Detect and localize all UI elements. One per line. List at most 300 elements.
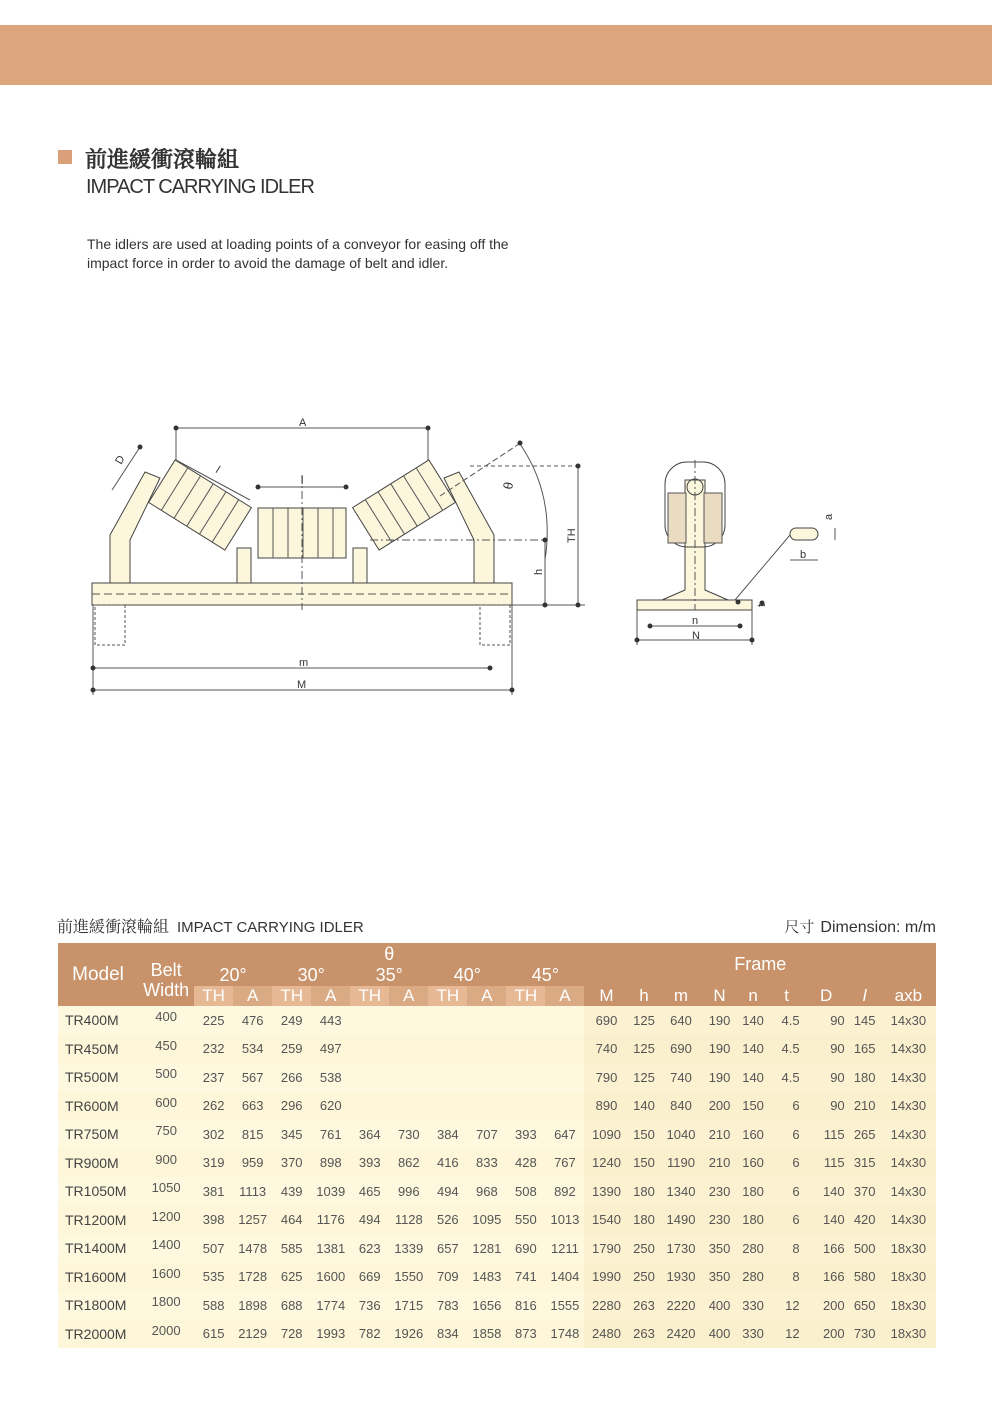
cell-value: 416: [428, 1149, 467, 1178]
dimension-cn: 尺寸: [784, 918, 815, 936]
label-h: h: [533, 568, 545, 575]
header-th: TH: [194, 986, 233, 1006]
cell-frame: 500: [849, 1234, 881, 1263]
cell-belt-width: 450: [138, 1035, 194, 1064]
cell-value: [545, 1035, 584, 1064]
cell-value: 816: [506, 1291, 545, 1320]
cell-value: [389, 1063, 428, 1092]
cell-frame: 6: [770, 1177, 804, 1206]
cell-value: 657: [428, 1234, 467, 1263]
cell-value: 296: [272, 1092, 311, 1121]
header-angle-40: 40°: [428, 965, 506, 986]
cell-frame: 12: [770, 1320, 804, 1349]
cell-value: [467, 1006, 506, 1035]
cell-model: TR1050M: [58, 1177, 138, 1206]
cell-frame: 18x30: [881, 1263, 936, 1292]
cell-value: 767: [545, 1149, 584, 1178]
table-row: [58, 1006, 936, 1035]
cell-value: 259: [272, 1035, 311, 1064]
header-frame-axb: axb: [881, 986, 936, 1006]
cell-frame: 125: [628, 1006, 659, 1035]
cell-frame: 90: [804, 1035, 849, 1064]
cell-value: 1993: [311, 1320, 350, 1349]
cell-frame: 2220: [660, 1291, 703, 1320]
cell-value: 588: [194, 1291, 233, 1320]
cell-value: 535: [194, 1263, 233, 1292]
cell-value: [389, 1092, 428, 1121]
cell-frame: 140: [804, 1206, 849, 1235]
cell-frame: 125: [628, 1035, 659, 1064]
table-title: [57, 914, 364, 937]
table-row: [58, 1263, 936, 1292]
cell-frame: 14x30: [881, 1092, 936, 1121]
header-th: TH: [506, 986, 545, 1006]
cell-value: 1339: [389, 1234, 428, 1263]
cell-frame: 1340: [660, 1177, 703, 1206]
cell-frame: 2480: [584, 1320, 628, 1349]
cell-frame: 330: [737, 1320, 770, 1349]
cell-value: [428, 1063, 467, 1092]
section-marker: [58, 150, 72, 164]
cell-frame: 1090: [584, 1120, 628, 1149]
cell-frame: 140: [628, 1092, 659, 1121]
cell-frame: 125: [628, 1063, 659, 1092]
cell-frame: 18x30: [881, 1291, 936, 1320]
header-th: TH: [272, 986, 311, 1006]
cell-value: 225: [194, 1006, 233, 1035]
cell-frame: 315: [849, 1149, 881, 1178]
table-body: [58, 1006, 936, 1348]
cell-value: 688: [272, 1291, 311, 1320]
cell-value: 968: [467, 1177, 506, 1206]
cell-frame: 420: [849, 1206, 881, 1235]
cell-model: TR900M: [58, 1149, 138, 1178]
cell-frame: 370: [849, 1177, 881, 1206]
cell-frame: 200: [804, 1291, 849, 1320]
cell-value: 567: [233, 1063, 272, 1092]
cell-model: TR2000M: [58, 1320, 138, 1349]
cell-belt-width: 1800: [138, 1291, 194, 1320]
cell-value: 232: [194, 1035, 233, 1064]
cell-frame: 230: [703, 1206, 737, 1235]
section-title-cn: 前進緩衝滾輪組: [85, 148, 240, 173]
cell-value: 1176: [311, 1206, 350, 1235]
cell-belt-width: 500: [138, 1063, 194, 1092]
cell-value: 959: [233, 1149, 272, 1178]
cell-value: 669: [350, 1263, 389, 1292]
cell-value: 393: [350, 1149, 389, 1178]
label-M: M: [297, 679, 307, 691]
cell-frame: 180: [737, 1206, 770, 1235]
cell-value: 1774: [311, 1291, 350, 1320]
header-a: A: [545, 986, 584, 1006]
cell-value: 384: [428, 1120, 467, 1149]
label-a: a: [823, 513, 835, 520]
header-frame: Frame: [584, 943, 936, 986]
cell-value: 381: [194, 1177, 233, 1206]
cell-frame: 150: [737, 1092, 770, 1121]
cell-frame: 1990: [584, 1263, 628, 1292]
cell-value: 476: [233, 1006, 272, 1035]
cell-frame: 230: [703, 1177, 737, 1206]
cell-frame: 1040: [660, 1120, 703, 1149]
cell-value: 709: [428, 1263, 467, 1292]
cell-frame: 12: [770, 1291, 804, 1320]
cell-frame: 350: [703, 1234, 737, 1263]
cell-value: [506, 1035, 545, 1064]
cell-frame: 280: [737, 1263, 770, 1292]
cell-frame: 6: [770, 1092, 804, 1121]
cell-value: 873: [506, 1320, 545, 1349]
table-row: [58, 1092, 936, 1121]
cell-value: 465: [350, 1177, 389, 1206]
cell-value: 741: [506, 1263, 545, 1292]
dimension-en: Dimension: m/m: [820, 919, 936, 936]
cell-value: [545, 1092, 584, 1121]
cell-frame: 6: [770, 1206, 804, 1235]
technical-drawing: [0, 400, 992, 710]
header-angle-45: 45°: [506, 965, 584, 986]
header-frame-D: D: [804, 986, 849, 1006]
cell-frame: 210: [703, 1149, 737, 1178]
cell-frame: 190: [703, 1006, 737, 1035]
cell-value: 585: [272, 1234, 311, 1263]
cell-value: [467, 1092, 506, 1121]
cell-value: 526: [428, 1206, 467, 1235]
cell-frame: 2280: [584, 1291, 628, 1320]
table-row: [58, 1234, 936, 1263]
table-row: [58, 1320, 936, 1349]
cell-model: TR1600M: [58, 1263, 138, 1292]
cell-frame: 1540: [584, 1206, 628, 1235]
cell-value: 815: [233, 1120, 272, 1149]
cell-value: 1483: [467, 1263, 506, 1292]
header-frame-n: n: [737, 986, 770, 1006]
cell-value: 1550: [389, 1263, 428, 1292]
cell-model: TR450M: [58, 1035, 138, 1064]
cell-belt-width: 1400: [138, 1234, 194, 1263]
cell-frame: 1190: [660, 1149, 703, 1178]
table-row: [58, 1120, 936, 1149]
cell-frame: 180: [849, 1063, 881, 1092]
label-A: A: [299, 417, 307, 429]
cell-value: 761: [311, 1120, 350, 1149]
cell-value: 728: [272, 1320, 311, 1349]
cell-frame: 14x30: [881, 1120, 936, 1149]
cell-value: 782: [350, 1320, 389, 1349]
cell-frame: 740: [584, 1035, 628, 1064]
cell-value: 1926: [389, 1320, 428, 1349]
table-row: [58, 1149, 936, 1178]
label-TH: TH: [566, 528, 578, 543]
cell-frame: 890: [584, 1092, 628, 1121]
cell-value: 249: [272, 1006, 311, 1035]
cell-frame: 166: [804, 1234, 849, 1263]
cell-value: 1748: [545, 1320, 584, 1349]
cell-frame: 115: [804, 1120, 849, 1149]
cell-frame: 1240: [584, 1149, 628, 1178]
cell-value: 1898: [233, 1291, 272, 1320]
cell-belt-width: 1200: [138, 1206, 194, 1235]
cell-frame: 190: [703, 1063, 737, 1092]
cell-frame: 4.5: [770, 1063, 804, 1092]
cell-frame: 200: [703, 1092, 737, 1121]
cell-value: 690: [506, 1234, 545, 1263]
cell-frame: 280: [737, 1234, 770, 1263]
cell-frame: 150: [628, 1120, 659, 1149]
label-n: n: [692, 615, 699, 627]
cell-model: TR500M: [58, 1063, 138, 1092]
cell-value: 1095: [467, 1206, 506, 1235]
cell-value: [545, 1006, 584, 1035]
cell-model: TR400M: [58, 1006, 138, 1035]
cell-value: 550: [506, 1206, 545, 1235]
label-N: N: [692, 630, 700, 642]
cell-belt-width: 1050: [138, 1177, 194, 1206]
cell-value: 345: [272, 1120, 311, 1149]
cell-frame: 180: [737, 1177, 770, 1206]
cell-value: 2129: [233, 1320, 272, 1349]
cell-value: [350, 1063, 389, 1092]
header-frame-N: N: [703, 986, 737, 1006]
header-frame-l: l: [849, 986, 881, 1006]
section-title-en: IMPACT CARRYING IDLER: [86, 176, 314, 198]
cell-value: 538: [311, 1063, 350, 1092]
cell-frame: 730: [849, 1320, 881, 1349]
cell-frame: 14x30: [881, 1006, 936, 1035]
cell-value: 393: [506, 1120, 545, 1149]
cell-value: [467, 1063, 506, 1092]
table-row: [58, 1206, 936, 1235]
cell-frame: 200: [804, 1320, 849, 1349]
cell-value: 266: [272, 1063, 311, 1092]
header-angle-30: 30°: [272, 965, 350, 986]
cell-value: [350, 1006, 389, 1035]
cell-value: 625: [272, 1263, 311, 1292]
cell-model: TR1400M: [58, 1234, 138, 1263]
cell-model: TR1200M: [58, 1206, 138, 1235]
cell-value: 1257: [233, 1206, 272, 1235]
cell-frame: 6: [770, 1149, 804, 1178]
cell-value: 428: [506, 1149, 545, 1178]
cell-frame: 650: [849, 1291, 881, 1320]
cell-value: 319: [194, 1149, 233, 1178]
cell-value: [545, 1063, 584, 1092]
cell-frame: 14x30: [881, 1206, 936, 1235]
cell-frame: 90: [804, 1006, 849, 1035]
header-th: TH: [428, 986, 467, 1006]
header-th: TH: [350, 986, 389, 1006]
description: [87, 235, 587, 273]
cell-frame: 210: [849, 1092, 881, 1121]
cell-frame: 263: [628, 1291, 659, 1320]
cell-value: 1381: [311, 1234, 350, 1263]
cell-frame: 1490: [660, 1206, 703, 1235]
header-band: [0, 25, 992, 85]
cell-frame: 265: [849, 1120, 881, 1149]
cell-model: TR1800M: [58, 1291, 138, 1320]
label-t: t: [756, 603, 768, 607]
cell-value: 1600: [311, 1263, 350, 1292]
cell-value: 508: [506, 1177, 545, 1206]
cell-frame: 14x30: [881, 1063, 936, 1092]
cell-frame: 840: [660, 1092, 703, 1121]
cell-belt-width: 600: [138, 1092, 194, 1121]
cell-frame: 145: [849, 1006, 881, 1035]
header-belt-width: Belt Width: [138, 943, 194, 1006]
cell-value: 862: [389, 1149, 428, 1178]
table-row: [58, 1035, 936, 1064]
header-a: A: [233, 986, 272, 1006]
cell-value: 996: [389, 1177, 428, 1206]
cell-frame: 250: [628, 1234, 659, 1263]
cell-value: [428, 1092, 467, 1121]
cell-belt-width: 900: [138, 1149, 194, 1178]
label-D: D: [113, 453, 128, 467]
header-a: A: [311, 986, 350, 1006]
cell-frame: 18x30: [881, 1320, 936, 1349]
label-l-left: l: [213, 464, 222, 476]
cell-belt-width: 2000: [138, 1320, 194, 1349]
cell-frame: 140: [737, 1063, 770, 1092]
cell-value: 1113: [233, 1177, 272, 1206]
header-a: A: [467, 986, 506, 1006]
cell-value: [389, 1006, 428, 1035]
cell-value: 834: [428, 1320, 467, 1349]
cell-value: 620: [311, 1092, 350, 1121]
cell-value: 1555: [545, 1291, 584, 1320]
cell-frame: 160: [737, 1149, 770, 1178]
description-line: impact force in order to avoid the damage of belt and idler.: [87, 255, 449, 271]
cell-frame: 1730: [660, 1234, 703, 1263]
table-row: [58, 1177, 936, 1206]
cell-frame: 8: [770, 1263, 804, 1292]
cell-value: [350, 1092, 389, 1121]
cell-value: 1656: [467, 1291, 506, 1320]
label-m: m: [299, 657, 309, 669]
cell-value: 398: [194, 1206, 233, 1235]
cell-value: 1478: [233, 1234, 272, 1263]
cell-belt-width: 1600: [138, 1263, 194, 1292]
cell-value: 1404: [545, 1263, 584, 1292]
cell-value: 623: [350, 1234, 389, 1263]
cell-value: 1858: [467, 1320, 506, 1349]
header-angle-35: 35°: [350, 965, 428, 986]
cell-frame: 4.5: [770, 1006, 804, 1035]
cell-frame: 1390: [584, 1177, 628, 1206]
cell-frame: 165: [849, 1035, 881, 1064]
cell-frame: 400: [703, 1320, 737, 1349]
cell-value: [506, 1006, 545, 1035]
cell-frame: 150: [628, 1149, 659, 1178]
cell-frame: 8: [770, 1234, 804, 1263]
cell-value: 494: [350, 1206, 389, 1235]
cell-frame: 790: [584, 1063, 628, 1092]
cell-frame: 400: [703, 1291, 737, 1320]
cell-value: 507: [194, 1234, 233, 1263]
cell-frame: 90: [804, 1063, 849, 1092]
label-l-center: l: [301, 475, 304, 487]
cell-value: 615: [194, 1320, 233, 1349]
header-frame-M: M: [584, 986, 628, 1006]
cell-frame: 210: [703, 1120, 737, 1149]
label-b: b: [800, 549, 807, 561]
cell-frame: 190: [703, 1035, 737, 1064]
header-a: A: [389, 986, 428, 1006]
cell-frame: 2420: [660, 1320, 703, 1349]
cell-value: 892: [545, 1177, 584, 1206]
header-angle-20: 20°: [194, 965, 272, 986]
table-row: [58, 1291, 936, 1320]
cell-frame: 14x30: [881, 1035, 936, 1064]
cell-value: 464: [272, 1206, 311, 1235]
cell-value: 730: [389, 1120, 428, 1149]
cell-frame: 14x30: [881, 1177, 936, 1206]
cell-value: 302: [194, 1120, 233, 1149]
table-title-en: IMPACT CARRYING IDLER: [177, 919, 364, 936]
cell-value: 439: [272, 1177, 311, 1206]
cell-value: 262: [194, 1092, 233, 1121]
cell-value: 494: [428, 1177, 467, 1206]
cell-model: TR750M: [58, 1120, 138, 1149]
cell-value: [467, 1035, 506, 1064]
cell-frame: 690: [584, 1006, 628, 1035]
cell-value: 783: [428, 1291, 467, 1320]
cell-value: 237: [194, 1063, 233, 1092]
cell-value: [428, 1035, 467, 1064]
cell-value: 497: [311, 1035, 350, 1064]
cell-frame: 90: [804, 1092, 849, 1121]
cell-frame: 263: [628, 1320, 659, 1349]
cell-frame: 140: [737, 1006, 770, 1035]
cell-frame: 690: [660, 1035, 703, 1064]
cell-frame: 140: [737, 1035, 770, 1064]
header-frame-t: t: [770, 986, 804, 1006]
cell-value: 707: [467, 1120, 506, 1149]
cell-frame: 160: [737, 1120, 770, 1149]
cell-frame: 180: [628, 1206, 659, 1235]
cell-frame: 180: [628, 1177, 659, 1206]
cell-model: TR600M: [58, 1092, 138, 1121]
cell-value: 370: [272, 1149, 311, 1178]
cell-value: 898: [311, 1149, 350, 1178]
cell-value: [389, 1035, 428, 1064]
cell-value: [506, 1063, 545, 1092]
cell-frame: 140: [804, 1177, 849, 1206]
spec-table: [58, 943, 936, 1348]
table-title-cn: 前進緩衝滾輪組: [57, 917, 170, 936]
cell-value: 647: [545, 1120, 584, 1149]
cell-frame: 14x30: [881, 1149, 936, 1178]
cell-frame: 166: [804, 1263, 849, 1292]
dimension-note: [784, 916, 936, 937]
cell-frame: 18x30: [881, 1234, 936, 1263]
cell-value: 1728: [233, 1263, 272, 1292]
header-model: Model: [58, 943, 138, 1006]
cell-value: 1013: [545, 1206, 584, 1235]
table-row: [58, 1063, 936, 1092]
cell-belt-width: 400: [138, 1006, 194, 1035]
cell-value: 1039: [311, 1177, 350, 1206]
description-line: The idlers are used at loading points of a conveyor for easing off the: [87, 236, 509, 252]
cell-value: 663: [233, 1092, 272, 1121]
label-theta: θ: [500, 480, 517, 491]
cell-value: 1128: [389, 1206, 428, 1235]
cell-value: 443: [311, 1006, 350, 1035]
cell-value: 736: [350, 1291, 389, 1320]
cell-frame: 1930: [660, 1263, 703, 1292]
cell-value: [428, 1006, 467, 1035]
